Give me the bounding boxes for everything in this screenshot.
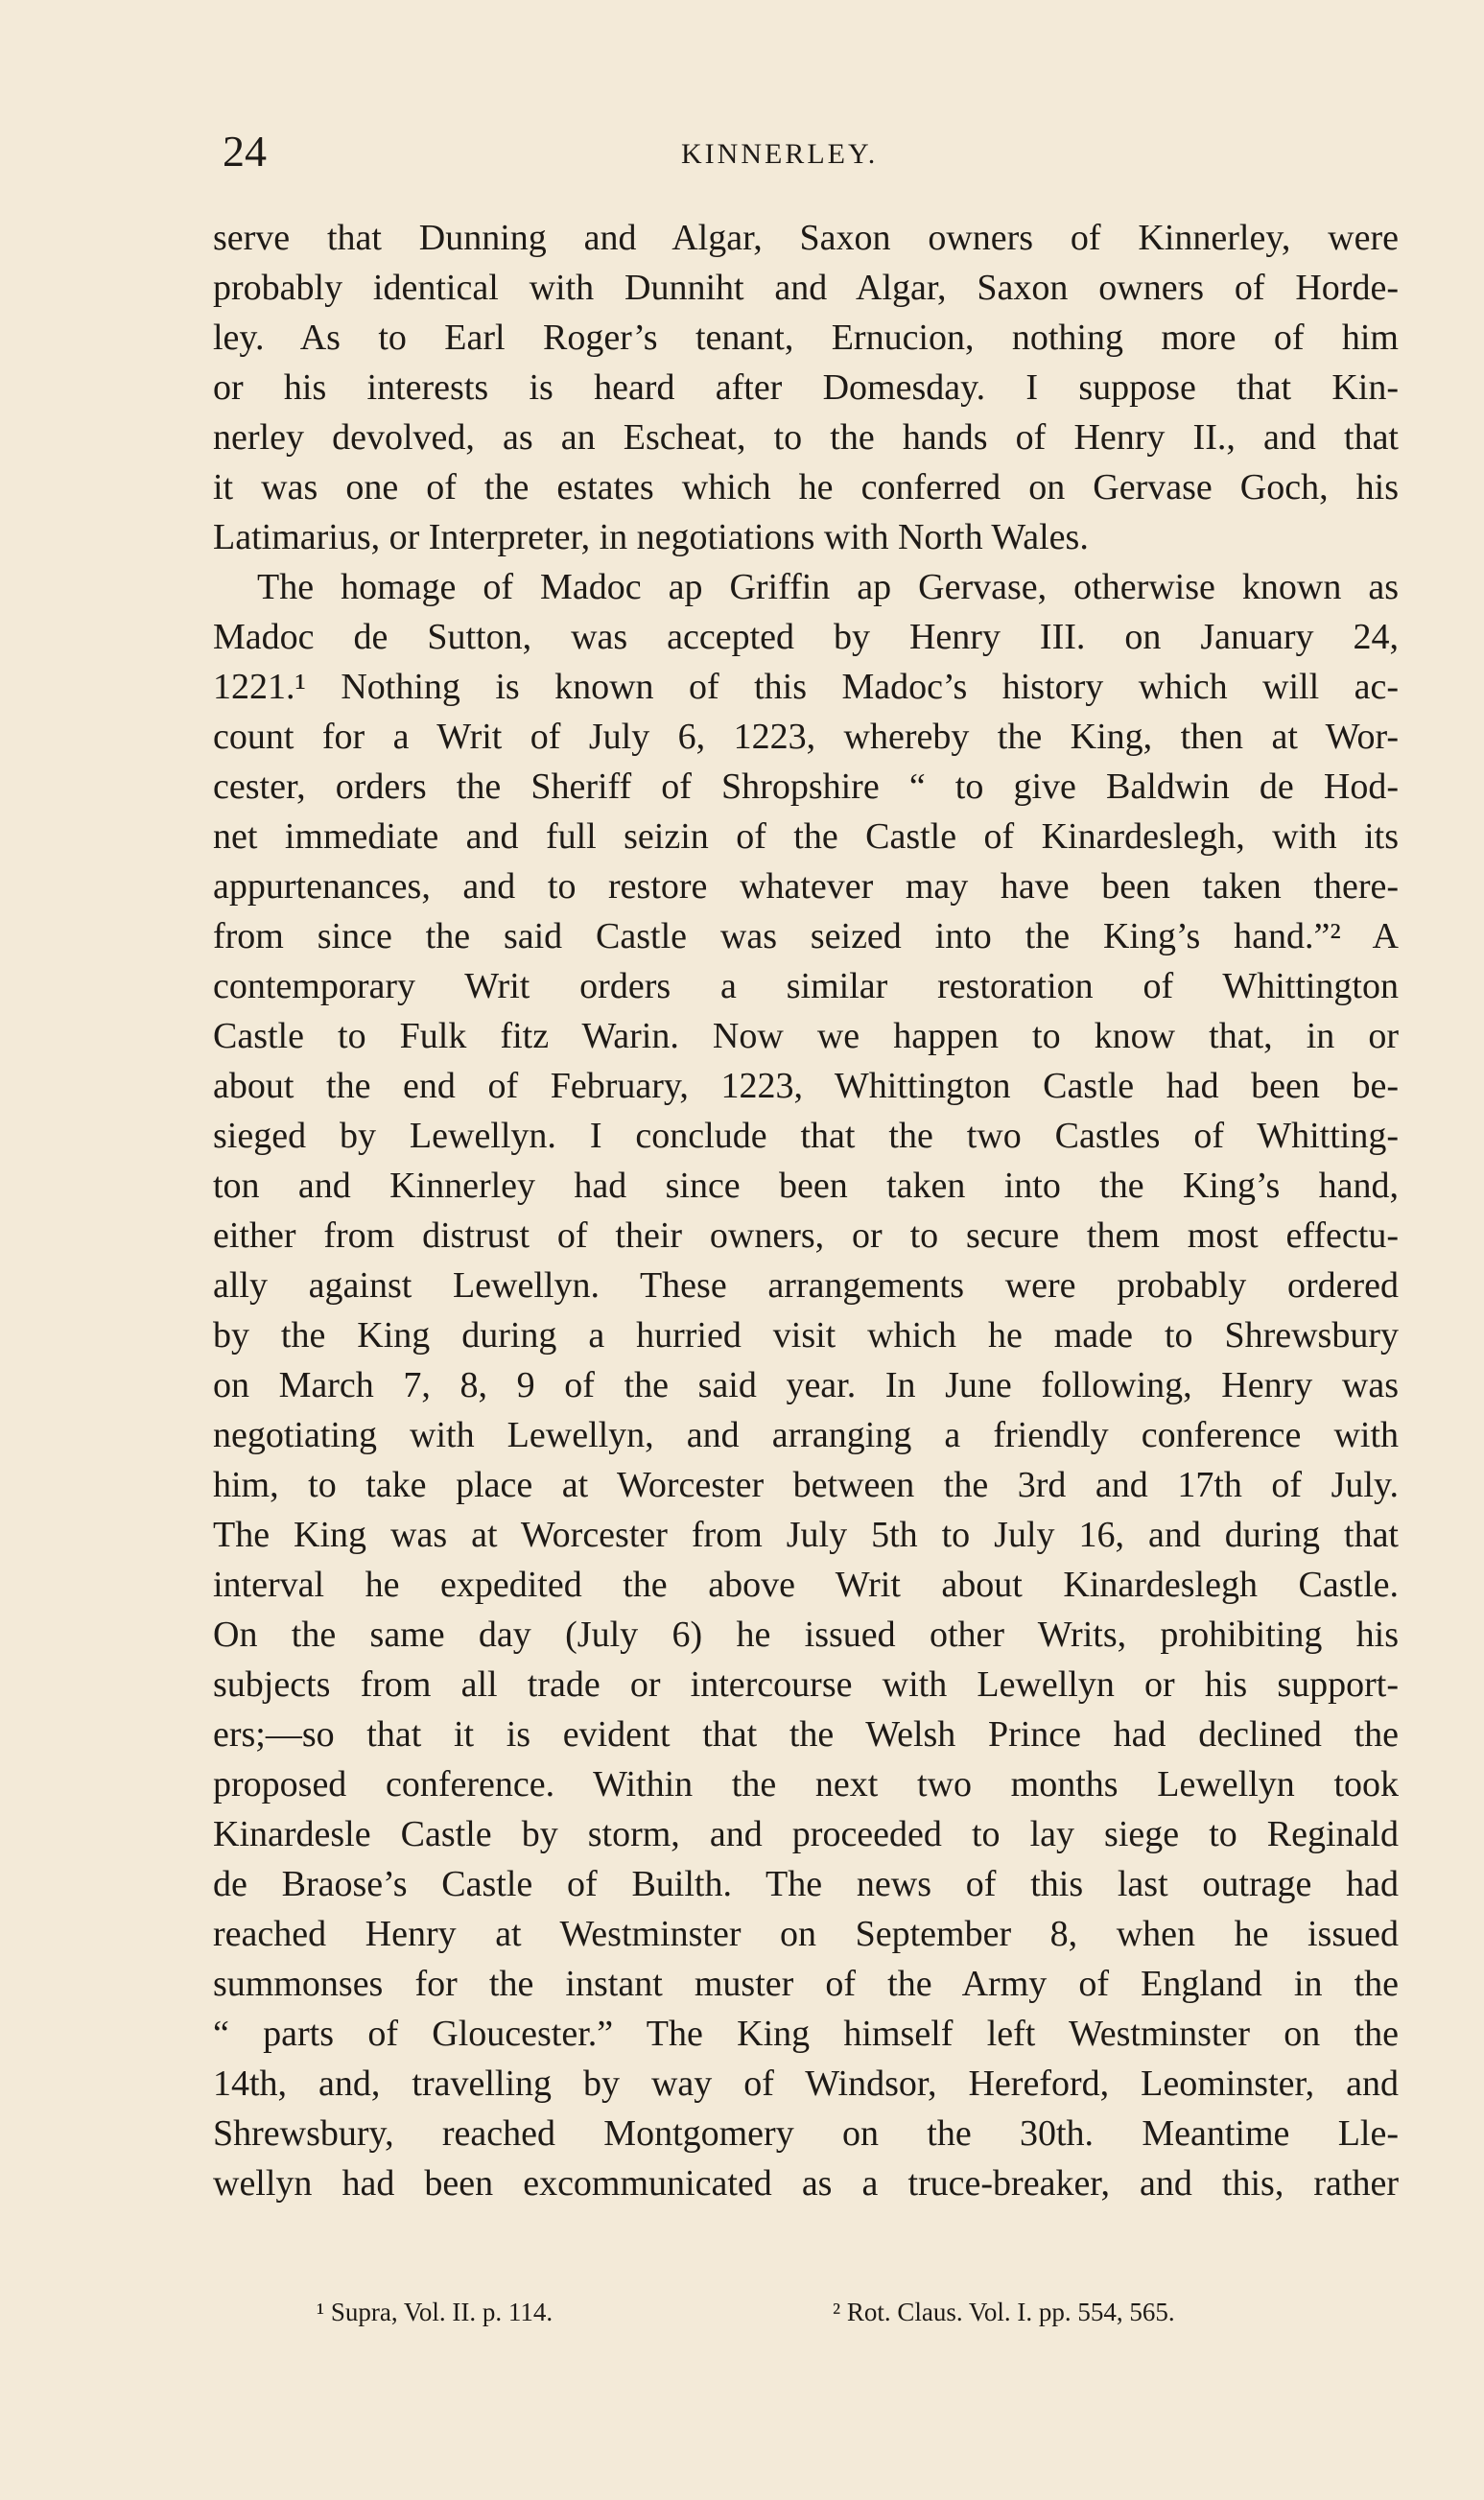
- text-line: de Braose’s Castle of Builth. The news of this last outrage had: [213, 1864, 1399, 1904]
- page-number: 24: [223, 127, 267, 176]
- text-line: probably identical with Dunniht and Algar, Saxon owners of Horde-: [213, 268, 1399, 308]
- text-line: cester, orders the Sheriff of Shropshire “ to give Baldwin de Hod-: [213, 767, 1399, 807]
- text-line: net immediate and full seizin of the Castle of Kinardeslegh, with its: [213, 816, 1399, 857]
- running-title: KINNERLEY.: [681, 138, 879, 170]
- footnote-2: ² Rot. Claus. Vol. I. pp. 554, 565.: [833, 2298, 1175, 2326]
- text-line: wellyn had been excommunicated as a truce-breaker, and this, rather: [213, 2163, 1399, 2204]
- text-line: “ parts of Gloucester.” The King himself left Westminster on the: [213, 2014, 1399, 2054]
- page-header: [0, 123, 1484, 180]
- text-line: from since the said Castle was seized into the King’s hand.”² A: [213, 916, 1399, 956]
- text-line: 1221.¹ Nothing is known of this Madoc’s history which will ac-: [213, 667, 1399, 707]
- text-line: On the same day (July 6) he issued other Writs, prohibiting his: [213, 1615, 1399, 1655]
- text-line: ley. As to Earl Roger’s tenant, Ernucion, nothing more of him: [213, 318, 1399, 358]
- text-line: ally against Lewellyn. These arrangements were probably ordered: [213, 1265, 1399, 1306]
- text-line: contemporary Writ orders a similar restoration of Whittington: [213, 966, 1399, 1006]
- text-line: The homage of Madoc ap Griffin ap Gervase, otherwise known as: [257, 567, 1399, 607]
- footnote-1: ¹ Supra, Vol. II. p. 114.: [317, 2298, 554, 2326]
- text-line: appurtenances, and to restore whatever may have been taken there-: [213, 866, 1399, 907]
- text-line: on March 7, 8, 9 of the said year. In June following, Henry was: [213, 1365, 1399, 1405]
- text-line: or his interests is heard after Domesday. I suppose that Kin-: [213, 367, 1399, 408]
- text-line: interval he expedited the above Writ about Kinardeslegh Castle.: [213, 1565, 1399, 1605]
- text-line: Castle to Fulk fitz Warin. Now we happen to know that, in or: [213, 1016, 1399, 1056]
- text-line: reached Henry at Westminster on September 8, when he issued: [213, 1914, 1399, 1954]
- text-line: Madoc de Sutton, was accepted by Henry III. on January 24,: [213, 617, 1399, 657]
- text-line: ers;—so that it is evident that the Welsh Prince had declined the: [213, 1714, 1399, 1755]
- text-line: by the King during a hurried visit which he made to Shrewsbury: [213, 1315, 1399, 1356]
- text-line: subjects from all trade or intercourse with Lewellyn or his support-: [213, 1664, 1399, 1705]
- text-line: serve that Dunning and Algar, Saxon owners of Kinnerley, were: [213, 218, 1399, 258]
- text-line: it was one of the estates which he conferred on Gervase Goch, his: [213, 467, 1399, 507]
- text-line: him, to take place at Worcester between the 3rd and 17th of July.: [213, 1465, 1399, 1505]
- text-line: summonses for the instant muster of the Army of England in the: [213, 1964, 1399, 2004]
- text-line: Latimarius, or Interpreter, in negotiations with North Wales.: [213, 517, 1089, 557]
- footnotes: [0, 2293, 1484, 2331]
- text-line: sieged by Lewellyn. I conclude that the two Castles of Whitting-: [213, 1116, 1399, 1156]
- text-line: negotiating with Lewellyn, and arranging a friendly conference with: [213, 1415, 1399, 1455]
- text-line: Kinardesle Castle by storm, and proceeded to lay siege to Reginald: [213, 1814, 1399, 1854]
- text-line: proposed conference. Within the next two months Lewellyn took: [213, 1764, 1399, 1804]
- text-line: nerley devolved, as an Escheat, to the hands of Henry II., and that: [213, 417, 1399, 458]
- text-line: The King was at Worcester from July 5th to July 16, and during that: [213, 1515, 1399, 1555]
- text-line: Shrewsbury, reached Montgomery on the 30th. Meantime Lle-: [213, 2113, 1399, 2154]
- text-line: either from distrust of their owners, or to secure them most effectu-: [213, 1215, 1399, 1256]
- text-line: about the end of February, 1223, Whittington Castle had been be-: [213, 1066, 1399, 1106]
- text-line: ton and Kinnerley had since been taken into the King’s hand,: [213, 1166, 1399, 1206]
- text-line: 14th, and, travelling by way of Windsor, Hereford, Leominster, and: [213, 2064, 1399, 2104]
- text-line: count for a Writ of July 6, 1223, whereby the King, then at Wor-: [213, 717, 1399, 757]
